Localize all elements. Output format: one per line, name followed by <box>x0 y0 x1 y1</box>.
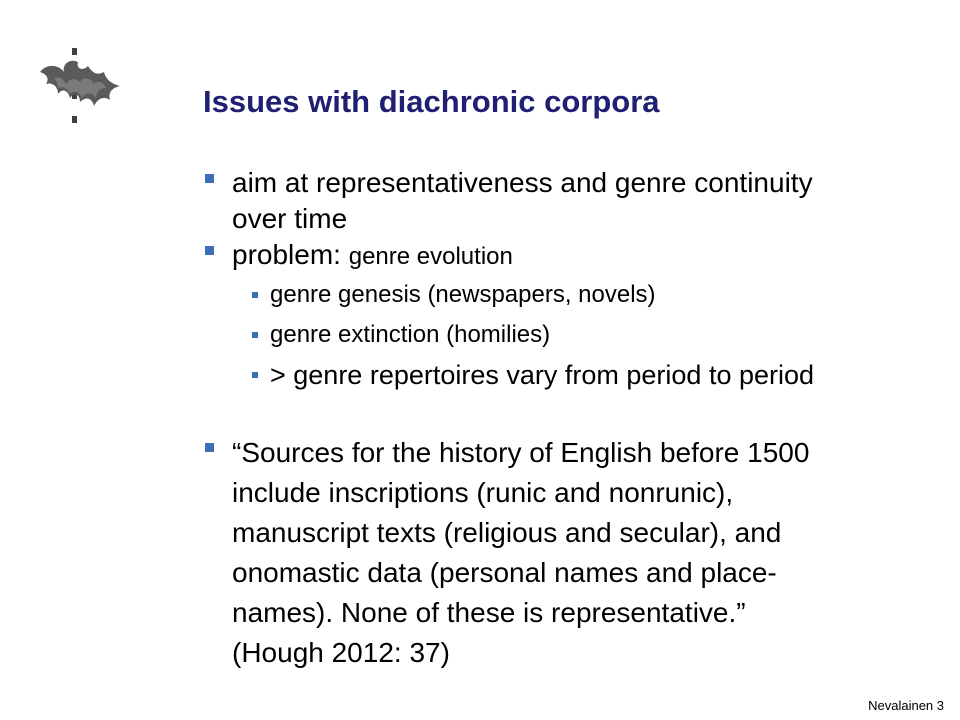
quote-line: names). None of these is representative.” <box>232 597 746 628</box>
quote-line: onomastic data (personal names and place- <box>232 557 777 588</box>
bullet-problem <box>205 237 925 275</box>
sub-bullet-square-icon <box>252 372 258 378</box>
bullet-text-line: aim at representativeness and genre continuity <box>232 167 813 198</box>
sub-bullet-square-icon <box>252 332 258 338</box>
quote-citation: (Hough 2012: 37) <box>232 637 450 668</box>
bullet-square-icon <box>205 174 214 183</box>
university-flame-logo-icon <box>34 42 124 132</box>
slide-footer: Nevalainen 3 <box>868 698 944 713</box>
quote-line: manuscript texts (religious and secular), and <box>232 517 782 548</box>
sub-bullet-text: genre extinction (homilies) <box>270 321 551 348</box>
sub-bullet-text: > genre repertoires vary from period to period <box>270 360 815 390</box>
sub-bullet-text: genre genesis (newspapers, novels) <box>270 281 656 308</box>
sub-bullet-square-icon <box>252 292 258 298</box>
bullet-quote <box>205 433 925 673</box>
bullet-text-line: over time <box>232 203 348 234</box>
sub-bullet-genesis <box>252 275 925 315</box>
bullet-square-icon <box>205 246 214 255</box>
bullet-representativeness <box>205 165 925 237</box>
quote-line: include inscriptions (runic and nonrunic), <box>232 477 734 508</box>
slide-title: Issues with diachronic corpora <box>203 84 660 119</box>
bullet-square-icon <box>205 443 214 452</box>
bullet-text-prefix: problem: <box>232 239 349 270</box>
sub-bullet-extinction <box>252 315 925 355</box>
bullet-text-suffix: genre evolution <box>348 243 513 270</box>
bullet-list <box>205 165 925 673</box>
sub-bullet-repertoires <box>252 355 925 395</box>
quote-line: “Sources for the history of English before 1500 <box>232 437 810 468</box>
